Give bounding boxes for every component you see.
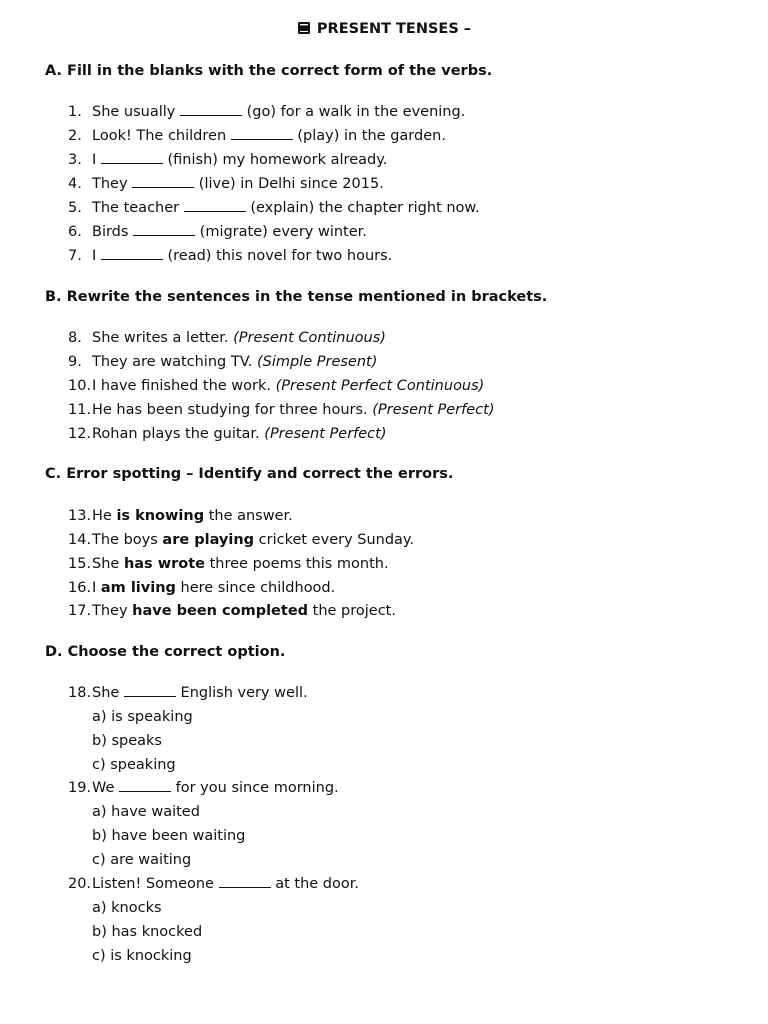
list-item: 6. Birds (migrate) every winter. [68, 224, 367, 240]
list-item: 2. Look! The children (play) in the garden. [68, 128, 446, 144]
option-item: c) speaking [92, 757, 176, 773]
list-item: 16.I am living here since childhood. [68, 580, 336, 596]
list-item: 14.The boys are playing cricket every Sunday. [68, 532, 415, 548]
page-title [0, 19, 768, 39]
option-item: a) have waited [92, 804, 200, 820]
question-18: 18.She English very well. [68, 685, 308, 701]
list-item: 3. I (finish) my homework already. [68, 152, 388, 168]
list-item: 11.He has been studying for three hours. (Present Perfect) [68, 402, 495, 418]
option-item: a) knocks [92, 900, 162, 916]
option-item: c) are waiting [92, 852, 192, 868]
list-item: 9. They are watching TV. (Simple Present) [68, 354, 378, 370]
option-item: c) is knocking [92, 948, 192, 964]
section-d-heading: D. Choose the correct option. [45, 644, 286, 660]
option-item: b) speaks [92, 733, 162, 749]
book-icon [297, 21, 311, 35]
list-item: 1. She usually (go) for a walk in the evening. [68, 104, 466, 120]
list-item: 7. I (read) this novel for two hours. [68, 248, 393, 264]
list-item: 8. She writes a letter. (Present Continuous) [68, 330, 386, 346]
list-item: 13.He is knowing the answer. [68, 508, 293, 524]
question-19: 19.We for you since morning. [68, 780, 339, 796]
section-c-heading: C. Error spotting – Identify and correct the errors. [45, 466, 454, 482]
list-item: 10.I have finished the work. (Present Perfect Continuous) [68, 378, 485, 394]
option-item: b) has knocked [92, 924, 203, 940]
list-item: 12.Rohan plays the guitar. (Present Perfect) [68, 426, 387, 442]
list-item: 15.She has wrote three poems this month. [68, 556, 389, 572]
question-20: 20.Listen! Someone at the door. [68, 876, 359, 892]
section-a-heading: A. Fill in the blanks with the correct form of the verbs. [45, 63, 493, 79]
option-item: b) have been waiting [92, 828, 246, 844]
list-item: 4. They (live) in Delhi since 2015. [68, 176, 384, 192]
section-b-heading: B. Rewrite the sentences in the tense mentioned in brackets. [45, 289, 548, 305]
title-text: PRESENT TENSES – [316, 21, 472, 37]
option-item: a) is speaking [92, 709, 193, 725]
list-item: 17.They have been completed the project. [68, 603, 396, 619]
list-item: 5. The teacher (explain) the chapter right now. [68, 200, 480, 216]
